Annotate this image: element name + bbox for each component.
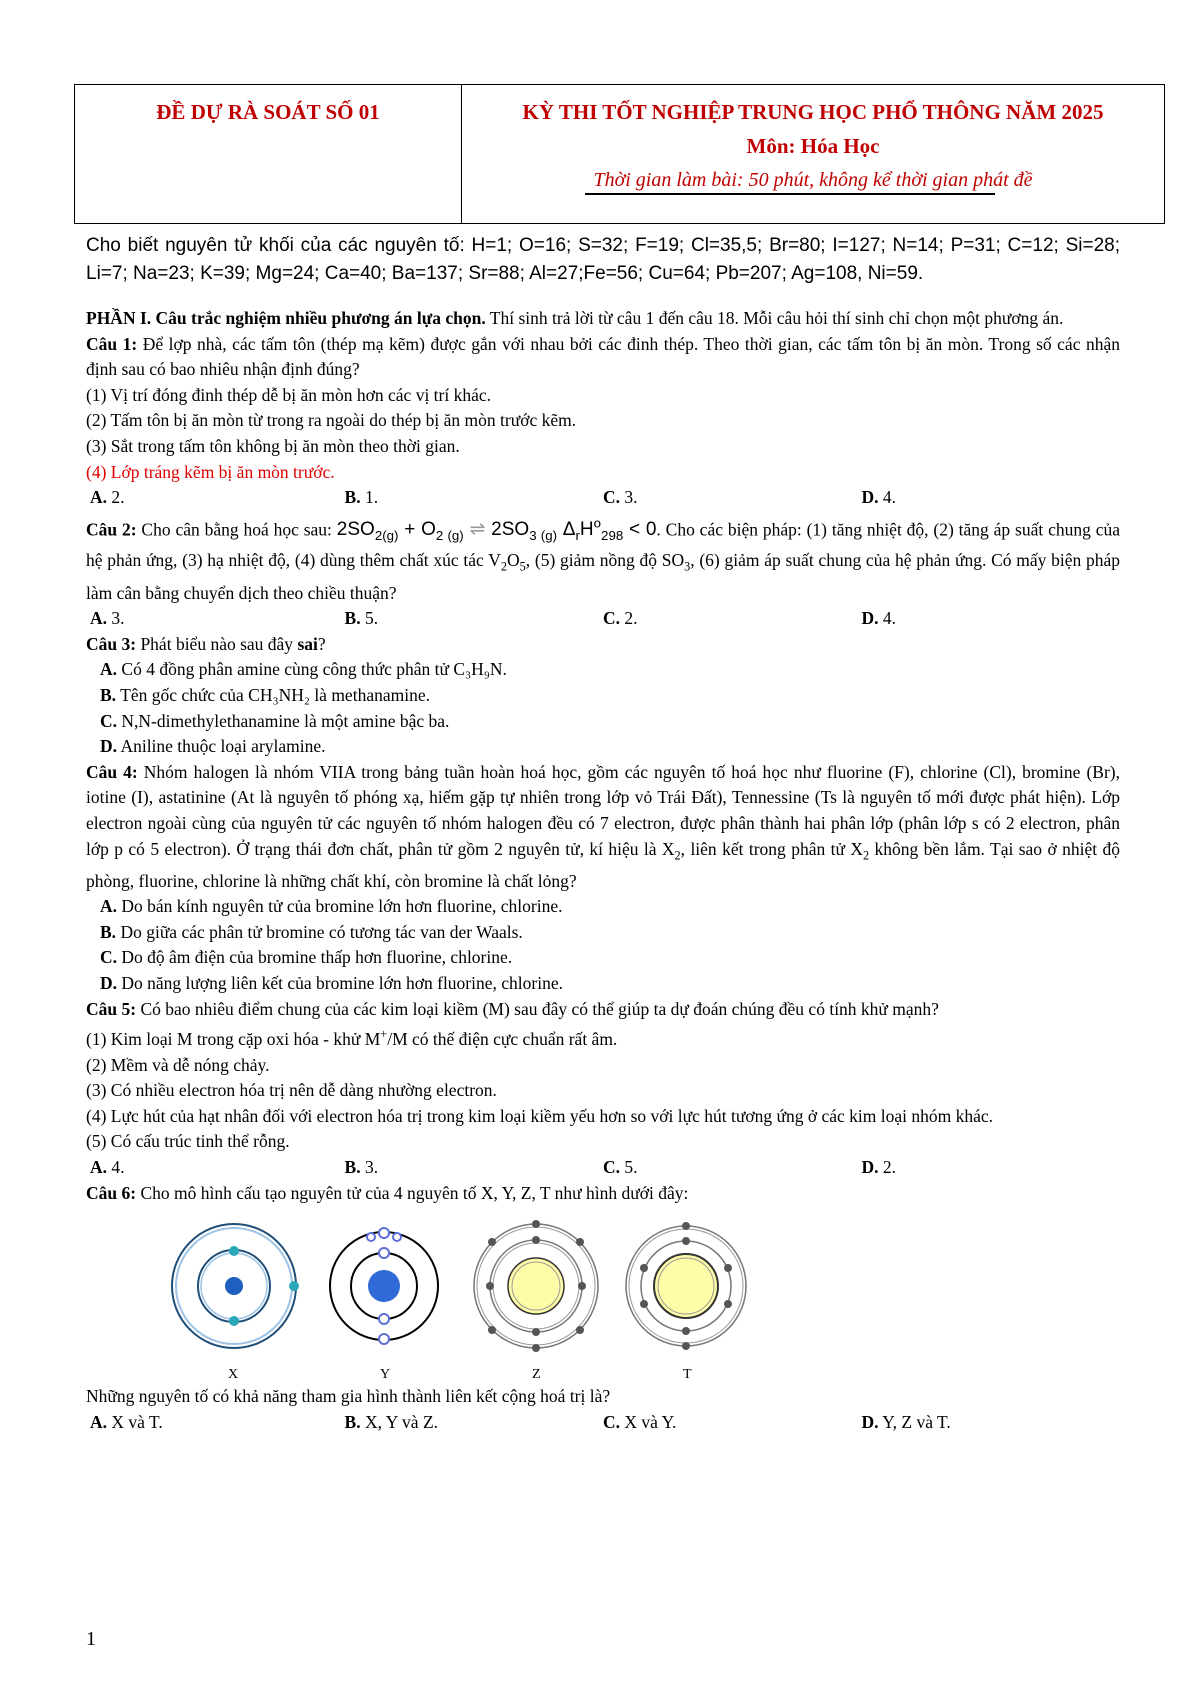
q5-option-a: A. 4. (90, 1156, 125, 1177)
q2-label: Câu 2: (86, 519, 137, 540)
atom-label-t: T (683, 1367, 692, 1383)
atomic-masses: Cho biết nguyên tử khối của các nguyên tố: H=1; O=16; S=32; F=19; Cl=35,5; Br=80; I=127; N=14; P=31; C=12; Si=28; Li=7; Na=23; K=39; Mg=24; Ca=40; Ba=137; Sr=88; Al=27;Fe=56; Cu=64; Pb=207; Ag=108, Ni=59. (86, 235, 1120, 284)
q1-option-d: D. 4. (861, 487, 897, 508)
q4-option-b: B. Do giữa các phân tử bromine có tương tác van der Waals. (100, 921, 523, 942)
atom-z-model (474, 1220, 598, 1352)
question-6: Câu 6: Cho mô hình cấu tạo nguyên tử của 4 nguyên tố X, Y, Z, T như hình dưới đây: (86, 1182, 689, 1203)
q5-option-b: B. 3. (344, 1156, 379, 1177)
q5-options (86, 1155, 1120, 1181)
q5-label: Câu 5: (86, 998, 137, 1019)
q2-option-a: A. 3. (90, 608, 125, 629)
q3-option-b: B. Tên gốc chức của CH₃NH₂ là methanamine. (100, 684, 430, 705)
part1-title: PHẦN I. Câu trắc nghiệm nhiều phương án lựa chọn. (86, 308, 486, 328)
header-table (74, 84, 1165, 224)
atom-y-model (330, 1228, 438, 1344)
exam-title: KỲ THI TỐT NGHIỆP TRUNG HỌC PHỔ THÔNG NĂM 2025 (522, 100, 1104, 124)
header-left-cell (75, 85, 462, 223)
q6-option-b: B. X, Y và Z. (344, 1411, 439, 1432)
q1-text: Để lợp nhà, các tấm tôn (thép mạ kẽm) được gắn với nhau bởi các đinh thép. Theo thời gian, các tấm tôn bị ăn mòn. Trong số các nhận định sau có bao nhiêu nhận định đúng? (86, 333, 1120, 380)
q5-option-c: C. 5. (603, 1156, 638, 1177)
part1-desc: Thí sinh trả lời từ câu 1 đến câu 18. Mỗi câu hỏi thí sinh chỉ chọn một phương án. (485, 308, 1064, 328)
q3-option-c: C. N,N-dimethylethanamine là một amine bậc ba. (100, 710, 450, 731)
question-1 (86, 332, 1120, 383)
q4-option-c: C. Do độ âm điện của bromine thấp hơn fluorine, chlorine. (100, 947, 513, 968)
question-3: Câu 3: Phát biểu nào sau đây sai? (86, 633, 326, 654)
atom-models-figure (86, 1212, 1120, 1360)
q1-statement-4: (4) Lớp tráng kẽm bị ăn mòn trước. (86, 461, 335, 482)
q5-statement-3: (3) Có nhiều electron hóa trị nên dễ dàng nhường electron. (86, 1080, 497, 1101)
q1-option-b: B. 1. (344, 487, 379, 508)
q2-option-d: D. 4. (861, 608, 897, 629)
q2-option-c: C. 2. (603, 608, 638, 629)
q6-option-d: D. Y, Z và T. (861, 1411, 951, 1432)
q3-option-a: A. Có 4 đồng phân amine cùng công thức phân tử C₃H₉N. (100, 659, 507, 680)
q2-option-b: B. 5. (344, 608, 379, 629)
header-underline (585, 193, 995, 195)
q1-statement-3: (3) Sắt trong tấm tôn không bị ăn mòn theo thời gian. (86, 435, 460, 456)
question-5: Câu 5: Có bao nhiêu điểm chung của các kim loại kiềm (M) sau đây có thể giúp ta dự đoán chúng đều có tính khử mạnh? (86, 998, 939, 1019)
q6-options (86, 1410, 1120, 1436)
equilibrium-equation: $2SO_{2(g)} + O_{2 (g)}$ ⇌ $2SO_{3 (g)}$ $\Delta_rH^o_{298} < 0$ (336, 515, 657, 543)
time-limit: Thời gian làm bài: 50 phút, không kể thời gian phát đề (593, 169, 1033, 191)
part1-heading (86, 306, 1120, 332)
q5-statement-4: (4) Lực hút của hạt nhân đối với electron hóa trị trong kim loại kiềm yếu hơn so với lực hút tương ứng ở các kim loại nhóm khác. (86, 1105, 993, 1126)
exam-content (86, 232, 1120, 1435)
q4-option-d: D. Do năng lượng liên kết của bromine lớn hơn fluorine, chlorine. (100, 972, 563, 993)
q2-options (86, 606, 1120, 632)
q1-statement-1: (1) Vị trí đóng đinh thép dễ bị ăn mòn hơn các vị trí khác. (86, 384, 492, 405)
q5-statement-1: (1) Kim loại M trong cặp oxi hóa - khử M+/M có thế điện cực chuẩn rất âm. (86, 1027, 618, 1049)
q1-option-c: C. 3. (603, 487, 638, 508)
q1-option-a: A. 2. (90, 487, 125, 508)
atom-models-svg (156, 1212, 956, 1360)
atom-t-model (626, 1222, 746, 1350)
q5-statement-2: (2) Mềm và dễ nóng chảy. (86, 1054, 270, 1075)
q1-statement-2: (2) Tấm tôn bị ăn mòn từ trong ra ngoài do thép bị ăn mòn trước kẽm. (86, 410, 577, 431)
question-2: Câu 2: Cho cân bằng hoá học sau: $2SO_{2(g)} + O_{2 (g)}$ ⇌ $2SO_{3 (g)}$ $\Delta_rH^o_{298} < 0$. Cho các biện pháp: (1) tăng nhiệt độ, (2) tăng áp suất chung của hệ phản ứng, (3) hạ nhiệt độ, (4) dùng thêm chất xúc tác $V_2O_5$, (5) giảm nồng độ $SO_3$, (6) giảm áp suất chung của hệ phản ứng. Có mấy biện pháp làm cân bằng chuyển dịch theo chiều thuận? (86, 515, 1120, 603)
exam-code: ĐỀ DỰ RÀ SOÁT SỐ 01 (156, 100, 380, 124)
subject: Môn: Hóa Học (746, 134, 880, 158)
q1-label: Câu 1: (86, 333, 138, 354)
q1-options (86, 485, 1120, 511)
q5-option-d: D. 2. (861, 1156, 897, 1177)
q3-option-d: D. Aniline thuộc loại arylamine. (100, 736, 326, 757)
atom-labels (86, 1360, 1120, 1384)
q6-label: Câu 6: (86, 1182, 137, 1203)
q5-statement-5: (5) Có cấu trúc tinh thể rỗng. (86, 1131, 290, 1152)
atom-label-z: Z (532, 1367, 541, 1383)
q3-label: Câu 3: (86, 633, 137, 654)
atom-label-x: X (228, 1367, 239, 1383)
q6-option-a: A. X và T. (90, 1411, 163, 1432)
page-number: 1 (86, 1628, 96, 1650)
atom-x-model (172, 1224, 299, 1348)
q4-label: Câu 4: (86, 761, 138, 782)
header-right-cell (462, 85, 1164, 223)
q4-option-a: A. Do bán kính nguyên tử của bromine lớn hơn fluorine, chlorine. (100, 896, 563, 917)
atom-label-y: Y (380, 1367, 391, 1383)
q6-option-c: C. X và Y. (603, 1411, 677, 1432)
q6-question: Những nguyên tố có khả năng tham gia hình thành liên kết cộng hoá trị là? (86, 1386, 611, 1407)
equilibrium-arrow-icon: ⇌ (463, 519, 492, 541)
question-4: Câu 4: Nhóm halogen là nhóm VIIA trong bảng tuần hoàn hoá học, gồm các nguyên tố hoá học như fluorine (F), chlorine (Cl), bromine (Br), iotine (I), astatinine (At là nguyên tố phóng xạ, hiếm gặp tự nhiên trong lớp vỏ Trái Đất), Tennessine (Ts là nguyên tố mới được phát hiện). Lớp electron ngoài cùng của nguyên tử các nguyên tố nhóm halogen đều có 7 electron, được phân thành hai phân lớp (phân lớp s có 2 electron, phân lớp p có 5 electron). Ở trạng thái đơn chất, phân tử gồm 2 nguyên tử, kí hiệu là $X_2$, liên kết trong phân tử $X_2$ không bền lắm. Tại sao ở nhiệt độ phòng, fluorine, chlorine là những chất khí, còn bromine là chất lỏng? (86, 761, 1120, 891)
